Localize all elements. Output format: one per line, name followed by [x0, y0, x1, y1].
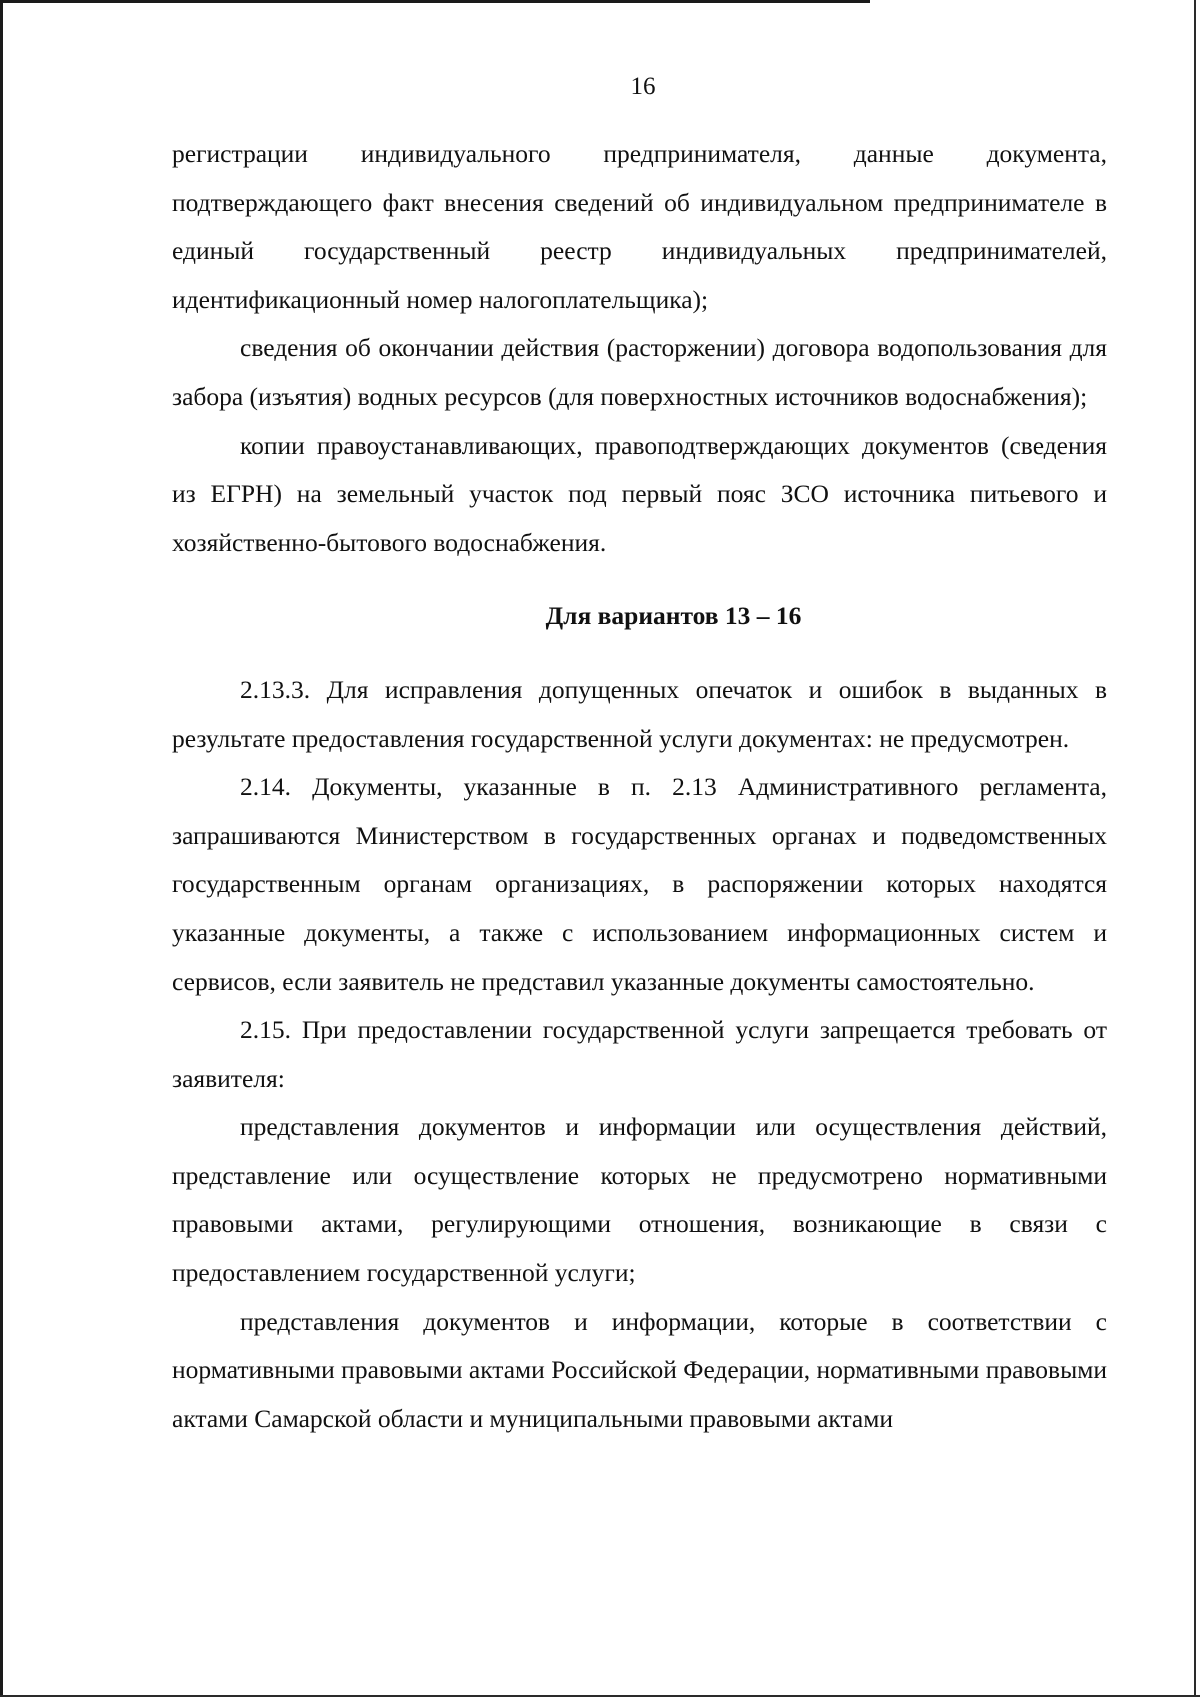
scan-edge-right: [1194, 0, 1196, 1697]
clause-2-15-item-2: представления документов и информации, которые в соответствии с нормативными правовыми актами Российской Федерации, нормативными правовыми актами Самарской области и муниципальными правовыми актами: [172, 1306, 1107, 1433]
clause-2-14: 2.14. Документы, указанные в п. 2.13 Административного регламента, запрашиваются Министерством в государственных органах и подведомственных государственным органам организациях, в распоряжении которых находятся указанные документы, а также с использованием информационных систем и сервисов, если заявитель не представил указанные документы самостоятельно.: [172, 772, 1107, 996]
clause-2-15-item-1: представления документов и информации или осуществления действий, представление или осуществление которых не предусмотрено нормативными правовыми актами, регулирующими отношения, возникающие в связи с предоставлением государственной услуги;: [172, 1112, 1107, 1288]
paragraph-agreement-info: сведения об окончании действия (расторжении) договора водопользования для забора (изъятия) водных ресурсов (для поверхностных источников водоснабжения);: [172, 333, 1107, 411]
document-body: [172, 130, 1107, 1443]
scan-edge-left: [0, 0, 3, 1697]
paragraph-land-documents: копии правоустанавливающих, правоподтверждающих документов (сведения из ЕГРН) на земельный участок под первый пояс ЗСО источника питьевого и хозяйственно-бытового водоснабжения.: [172, 430, 1107, 557]
section-heading: Для вариантов 13 – 16: [545, 601, 802, 631]
page-number: 16: [630, 73, 656, 100]
scan-edge-top: [0, 0, 870, 3]
clause-2-15: 2.15. При предоставлении государственной услуги запрещается требовать от заявителя:: [172, 1015, 1107, 1093]
clause-2-13-3: 2.13.3. Для исправления допущенных опечаток и ошибок в выданных в результате предоставления государственной услуги документах: не предусмотрен.: [172, 674, 1107, 753]
paragraph-continuation: регистрации индивидуального предпринимателя, данные документа, подтверждающего факт внесения сведений об индивидуальном предпринимателе в единый государственный реестр индивидуальных предпринимателей, идентификационный номер налогоплательщика);: [172, 139, 1107, 314]
